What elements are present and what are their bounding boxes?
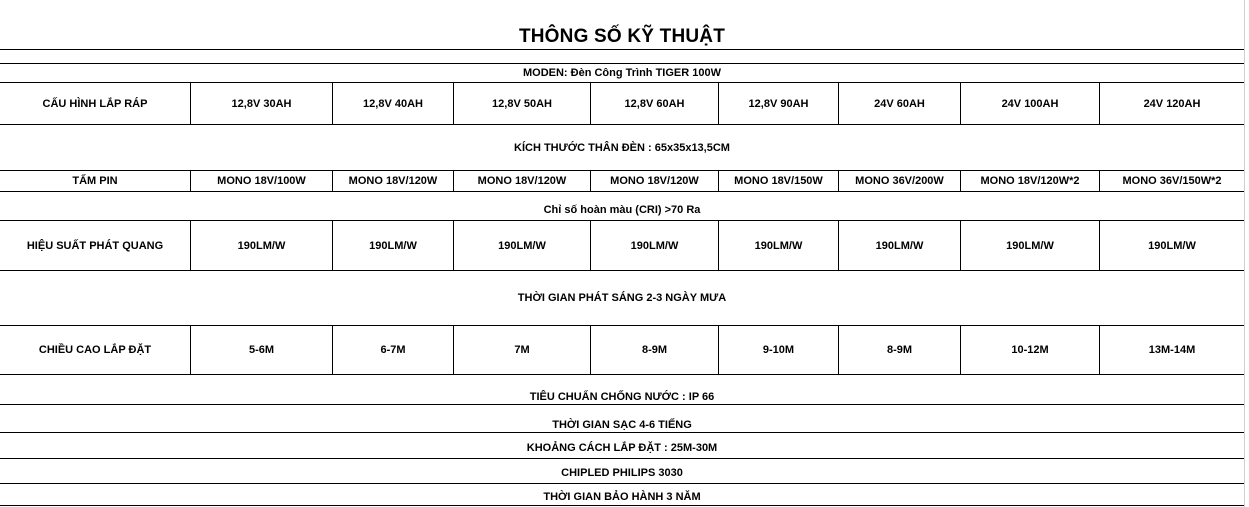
install-height-cell: 9-10M	[762, 344, 795, 356]
install-height-cell: 13M-14M	[1148, 344, 1196, 356]
solar-panel-cell: MONO 18V/120W	[348, 175, 438, 187]
page-title: THÔNG SỐ KỸ THUẬT	[518, 25, 726, 47]
configuration-cell: 12,8V 40AH	[363, 97, 423, 110]
configuration-cell: 12,8V 60AH	[624, 97, 685, 110]
model-row: MODEN: Đèn Công Trình TIGER 100W	[522, 67, 721, 79]
configuration-label: CẤU HÌNH LẮP RÁP	[42, 97, 148, 110]
install-spacing-row: KHOẢNG CÁCH LẮP ĐẶT : 25M-30M	[526, 442, 718, 454]
solar-panel-label: TẤM PIN	[72, 175, 118, 187]
efficiency-cell: 190LM/W	[1006, 239, 1054, 252]
lighting-time-row: THỜI GIAN PHÁT SÁNG 2-3 NGÀY MƯA	[517, 292, 727, 304]
configuration-cell: 24V 60AH	[874, 97, 925, 110]
install-height-label: CHIỀU CAO LẮP ĐẶT	[38, 344, 152, 356]
solar-panel-cell: MONO 18V/120W	[610, 175, 699, 187]
row-divider	[0, 49, 1244, 50]
row-divider	[0, 505, 1244, 506]
warranty-row: THỜI GIAN BẢO HÀNH 3 NĂM	[543, 490, 701, 503]
configuration-cell: 24V 100AH	[1001, 97, 1059, 110]
solar-panel-cell: MONO 18V/120W	[477, 175, 567, 187]
install-height-cell: 8-9M	[886, 344, 913, 356]
efficiency-label: HIỆU SUẤT PHÁT QUANG	[26, 239, 164, 252]
solar-panel-cell: MONO 18V/150W	[734, 175, 823, 187]
efficiency-cell: 190LM/W	[630, 239, 679, 252]
solar-panel-cell: MONO 36V/150W*2	[1122, 175, 1222, 187]
efficiency-cell: 190LM/W	[369, 239, 417, 252]
configuration-cell: 24V 120AH	[1143, 97, 1201, 110]
efficiency-cell: 190LM/W	[1148, 239, 1196, 252]
solar-panel-cell: MONO 36V/200W	[855, 175, 944, 187]
charging-time-row: THỜI GIAN SẠC 4-6 TIẾNG	[552, 418, 692, 431]
waterproof-row: TIÊU CHUẨN CHỐNG NƯỚC : IP 66	[529, 390, 715, 403]
install-height-cell: 6-7M	[380, 344, 406, 356]
efficiency-cell: 190LM/W	[498, 239, 546, 252]
install-height-cell: 8-9M	[641, 344, 668, 356]
dimensions-row: KÍCH THƯỚC THÂN ĐÈN : 65x35x13,5CM	[514, 141, 730, 154]
configuration-cell: 12,8V 30AH	[231, 97, 292, 110]
configuration-cell: 12,8V 90AH	[748, 97, 809, 110]
efficiency-cell: 190LM/W	[237, 239, 286, 252]
efficiency-cell: 190LM/W	[875, 239, 924, 252]
sheet-edge	[1244, 0, 1245, 507]
configuration-cell: 12,8V 50AH	[492, 97, 552, 110]
chip-row: CHIPLED PHILIPS 3030	[561, 467, 683, 479]
install-height-cell: 10-12M	[1011, 344, 1049, 356]
install-height-cell: 5-6M	[248, 344, 275, 356]
solar-panel-cell: MONO 18V/120W*2	[980, 175, 1080, 187]
cri-row: Chỉ số hoàn màu (CRI) >70 Ra	[543, 204, 701, 216]
install-height-cell: 7M	[514, 344, 530, 356]
efficiency-cell: 190LM/W	[754, 239, 803, 252]
solar-panel-cell: MONO 18V/100W	[217, 175, 306, 187]
